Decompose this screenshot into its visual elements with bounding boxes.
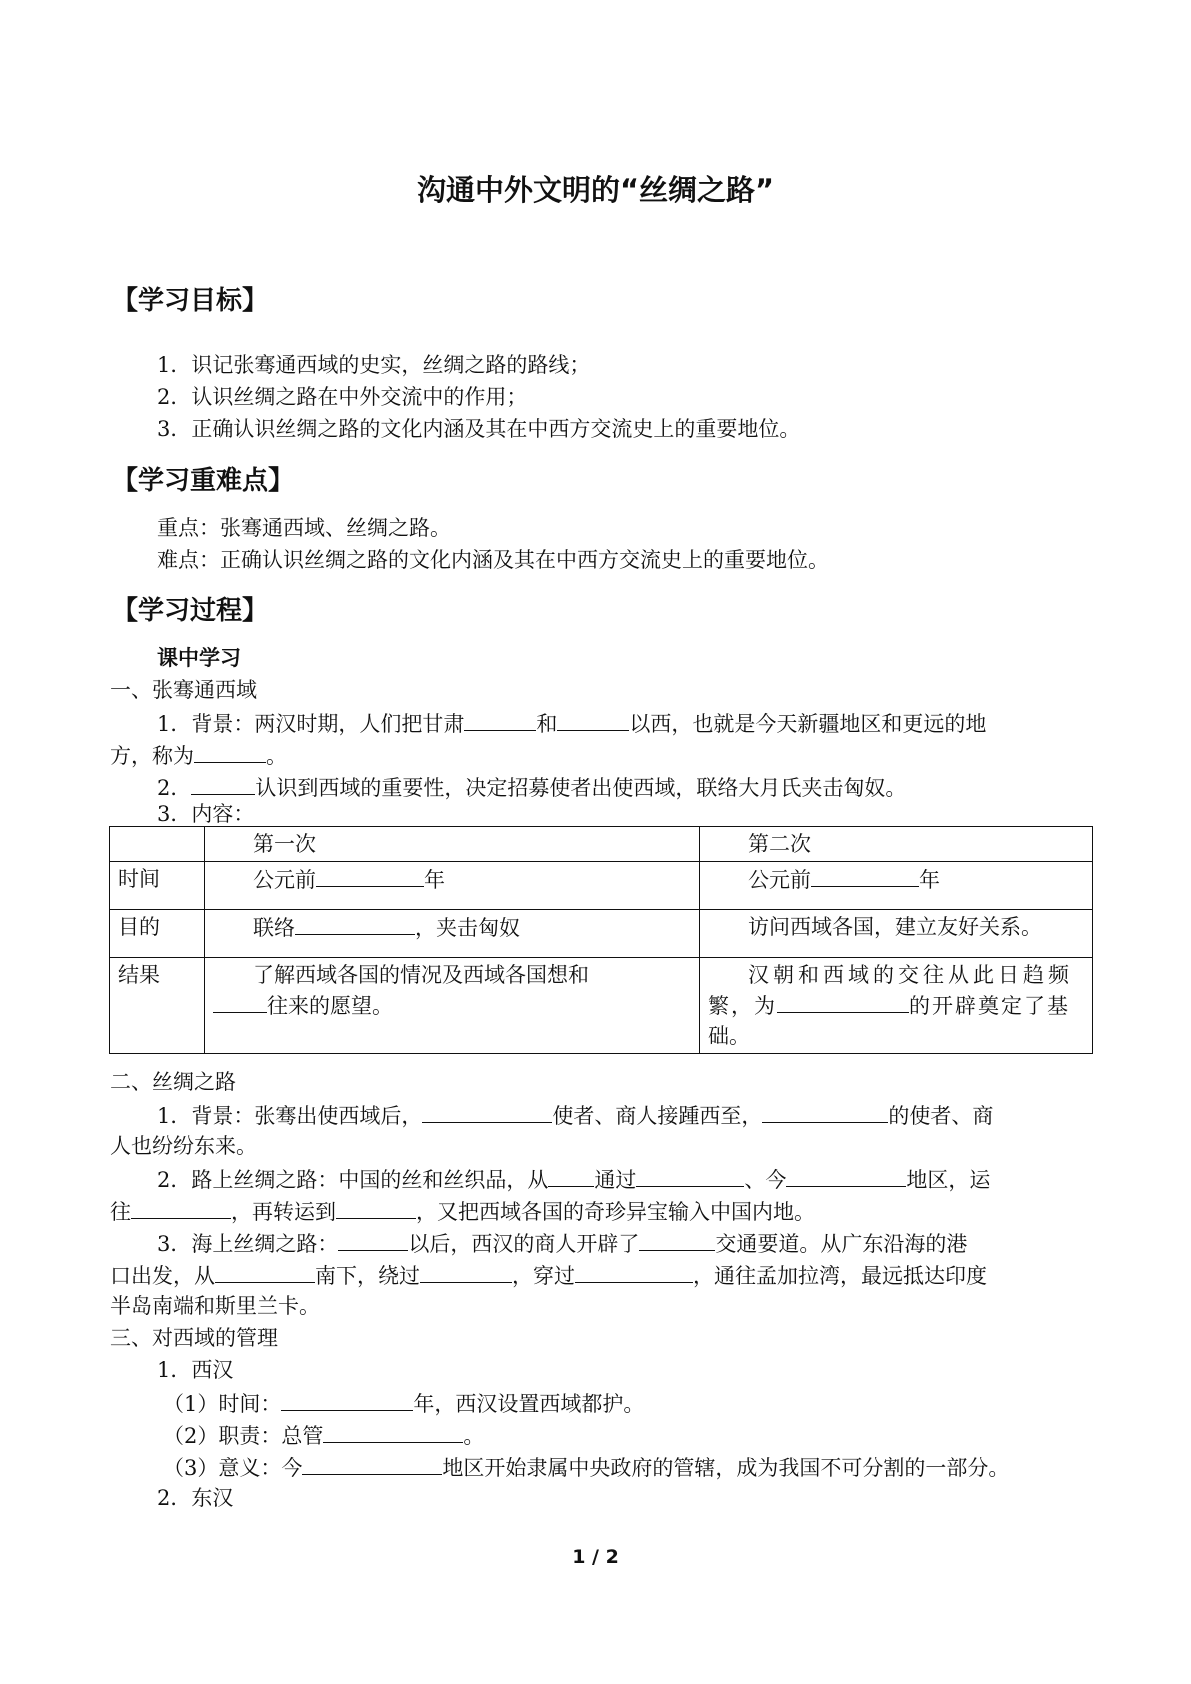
blank-field bbox=[786, 1164, 906, 1187]
table-cell: 了解西域各国的情况及西域各国想和 往来的愿望。 bbox=[205, 958, 700, 1054]
page-title: 沟通中外文明的“丝绸之路” bbox=[416, 173, 775, 207]
blank-field bbox=[777, 990, 909, 1013]
part1-line3: 3．内容： bbox=[157, 802, 255, 826]
blank-field bbox=[636, 1164, 744, 1187]
table-row-label: 目的 bbox=[110, 910, 205, 958]
blank-field bbox=[336, 1196, 416, 1219]
part3-point1: （1）时间： 年，西汉设置西域都护。 bbox=[163, 1388, 644, 1418]
blank-field bbox=[302, 1452, 442, 1475]
blank-field bbox=[762, 1100, 888, 1123]
page-number: 1 / 2 bbox=[572, 1546, 619, 1568]
table-row-label: 结果 bbox=[110, 958, 205, 1054]
goal-item-2: 2．认识丝绸之路在中外交流中的作用； bbox=[157, 385, 528, 409]
blank-field bbox=[316, 864, 424, 887]
part3-point3: （3）意义：今 地区开始隶属中央政府的管辖，成为我国不可分割的一部分。 bbox=[163, 1452, 1009, 1482]
blank-field bbox=[811, 864, 919, 887]
goals-heading: 【学习目标】 bbox=[112, 286, 269, 316]
table-row bbox=[110, 958, 1093, 1054]
table-cell: 访问西域各国，建立友好关系。 bbox=[700, 910, 1093, 958]
blank-field bbox=[213, 990, 267, 1013]
table-cell: 联络 ，夹击匈奴 bbox=[205, 910, 700, 958]
part3-title: 三、对西域的管理 bbox=[110, 1326, 278, 1350]
part1-line2: 2． 认识到西域的重要性，决定招募使者出使西域，联络大月氏夹击匈奴。 bbox=[157, 772, 906, 802]
blank-field bbox=[464, 708, 536, 731]
table-header-row bbox=[110, 827, 1093, 862]
goal-item-3: 3．正确认识丝绸之路的文化内涵及其在中西方交流史上的重要地位。 bbox=[157, 417, 801, 441]
blank-field bbox=[281, 1388, 413, 1411]
blank-field bbox=[639, 1228, 715, 1251]
part2-title: 二、丝绸之路 bbox=[110, 1070, 236, 1094]
part3-donghan: 2．东汉 bbox=[157, 1486, 234, 1510]
key-points-heading: 【学习重难点】 bbox=[112, 466, 295, 496]
blank-field bbox=[191, 772, 255, 795]
blank-field bbox=[215, 1260, 315, 1283]
table-cell: 公元前 年 bbox=[700, 862, 1093, 910]
table-row-label: 时间 bbox=[110, 862, 205, 910]
blank-field bbox=[557, 708, 629, 731]
part1-line1: 1．背景：两汉时期，人们把甘肃 和 以西，也就是今天新疆地区和更远的地 bbox=[157, 708, 986, 738]
part2-line2-cont: 往 ，再转运到 ，又把西域各国的奇珍异宝输入中国内地。 bbox=[110, 1196, 815, 1226]
table-cell: 公元前 年 bbox=[205, 862, 700, 910]
blank-field bbox=[194, 740, 266, 763]
table-header-cell: 第一次 bbox=[205, 827, 700, 862]
part2-line1-cont: 人也纷纷东来。 bbox=[110, 1134, 257, 1158]
part2-line3-end: 半岛南端和斯里兰卡。 bbox=[110, 1294, 320, 1318]
blank-field bbox=[131, 1196, 231, 1219]
part2-line1: 1．背景：张骞出使西域后， 使者、商人接踵西至， 的使者、商 bbox=[157, 1100, 993, 1130]
blank-field bbox=[575, 1260, 693, 1283]
part2-line3-cont: 口出发，从 南下，绕过 ，穿过 ，通往孟加拉湾，最远抵达印度 bbox=[110, 1260, 987, 1290]
goal-item-1: 1．识记张骞通西域的史实，丝绸之路的路线； bbox=[157, 353, 591, 377]
part2-line3: 3．海上丝绸之路： 以后，西汉的商人开辟了 交通要道。从广东沿海的港 bbox=[157, 1228, 967, 1258]
table-header-cell bbox=[110, 827, 205, 862]
table-row bbox=[110, 910, 1093, 958]
focus-text: 重点：张骞通西域、丝绸之路。 bbox=[157, 516, 451, 540]
table-cell: 汉朝和西域的交往从此日趋频 繁，为 的开辟奠定了基 础。 bbox=[700, 958, 1093, 1054]
journey-table bbox=[109, 826, 1093, 1054]
table-row bbox=[110, 862, 1093, 910]
blank-field bbox=[420, 1260, 512, 1283]
part2-line2: 2．路上丝绸之路：中国的丝和丝织品，从 通过 、今 地区，运 bbox=[157, 1164, 990, 1194]
difficulty-text: 难点：正确认识丝绸之路的文化内涵及其在中西方交流史上的重要地位。 bbox=[157, 548, 829, 572]
blank-field bbox=[295, 912, 415, 935]
blank-field bbox=[422, 1100, 552, 1123]
process-heading: 【学习过程】 bbox=[112, 596, 269, 626]
part1-line1-cont: 方，称为 。 bbox=[110, 740, 287, 770]
part3-point2: （2）职责：总管 。 bbox=[163, 1420, 484, 1450]
blank-field bbox=[338, 1228, 408, 1251]
blank-field bbox=[323, 1420, 463, 1443]
process-subheading: 课中学习 bbox=[157, 646, 241, 670]
part3-xihan: 1．西汉 bbox=[157, 1358, 234, 1382]
blank-field bbox=[548, 1164, 594, 1187]
table-header-cell: 第二次 bbox=[700, 827, 1093, 862]
part1-title: 一、张骞通西域 bbox=[110, 678, 257, 702]
